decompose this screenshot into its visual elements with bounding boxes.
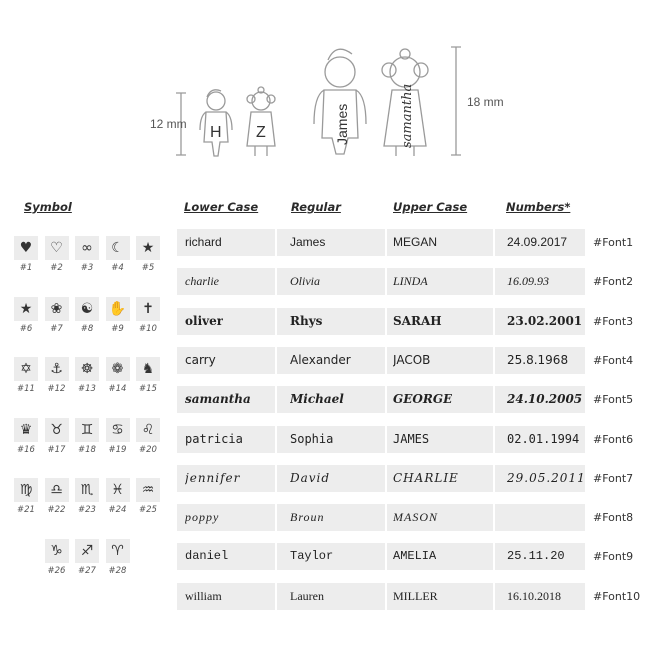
font-sample-upper: MEGAN (393, 235, 438, 249)
header-regular: Regular (291, 200, 341, 214)
large-name-james: James (334, 103, 350, 145)
font-sample-lower: samantha (185, 392, 251, 407)
symbol-item (136, 297, 160, 335)
moon-icon: ☾ (106, 236, 130, 260)
font-sample-regular: Alexander (290, 352, 351, 367)
font-row (177, 268, 585, 295)
cell-divider (275, 543, 277, 570)
symbol-item (106, 478, 130, 516)
gemini-icon: ♊ (75, 418, 99, 442)
cell-divider (493, 268, 495, 295)
cell-divider (493, 426, 495, 453)
font-sample-regular: Olivia (290, 274, 320, 289)
star-icon: ★ (136, 236, 160, 260)
cell-divider (493, 386, 495, 413)
symbol-number: #26 (47, 565, 66, 576)
star-of-david-icon: ✡ (14, 357, 38, 381)
cell-divider (493, 347, 495, 374)
cell-divider (493, 583, 495, 610)
font-row (177, 308, 585, 335)
cell-divider (385, 504, 387, 531)
header-symbol: Symbol (24, 200, 72, 214)
cancer-icon: ♋ (106, 418, 130, 442)
symbol-number: #12 (47, 384, 66, 394)
symbol-item (106, 418, 130, 456)
symbol-item (75, 539, 99, 577)
font-sample-upper: SARAH (393, 313, 442, 328)
font-sample-upper: AMELIA (393, 549, 437, 564)
symbol-number: #25 (139, 505, 157, 515)
aquarius-icon: ♒ (136, 478, 160, 502)
cell-divider (385, 386, 387, 413)
star-small-icon: ★ (14, 297, 38, 321)
font-sample-upper: CHARLIE (393, 470, 459, 485)
symbol-item (14, 478, 38, 516)
cell-divider (275, 465, 277, 492)
yin-yang-icon: ☯ (75, 297, 99, 321)
cell-divider (275, 504, 277, 531)
libra-icon: ♎ (45, 478, 69, 502)
infinity-icon: ∞ (75, 236, 99, 260)
font-sample-regular: David (290, 470, 331, 485)
font-sample-lower: jennifer (185, 470, 241, 485)
cell-divider (385, 229, 387, 256)
font-row (177, 465, 585, 492)
symbol-item (14, 357, 38, 395)
cell-divider (275, 426, 277, 453)
font-sample-numbers: 24.10.2005 (507, 392, 583, 407)
symbol-item (14, 297, 38, 335)
font-sample-regular: Michael (290, 392, 344, 407)
font-tag: #Font4 (593, 353, 634, 367)
capricorn-icon: ♑ (45, 539, 69, 563)
symbol-item (106, 539, 130, 577)
cell-divider (385, 465, 387, 492)
header-numbers: Numbers* (506, 200, 571, 214)
font-sample-upper: GEORGE (393, 392, 453, 407)
cross-icon: ✝ (136, 297, 160, 321)
symbol-number: #9 (111, 323, 124, 334)
cell-divider (275, 386, 277, 413)
symbol-item (45, 539, 69, 577)
font-sample-upper: LINDA (393, 274, 428, 289)
symbol-item (75, 418, 99, 456)
symbol-number: #14 (108, 384, 127, 394)
symbol-item (45, 236, 69, 274)
font-tag: #Font2 (593, 275, 634, 289)
symbol-item (14, 236, 38, 274)
symbol-number: #8 (80, 323, 94, 334)
font-tag: #Font7 (593, 471, 634, 485)
symbol-number: #13 (78, 384, 96, 394)
heart-icon: ♥ (14, 236, 38, 260)
cat-icon: ♛ (14, 418, 38, 442)
font-sample-numbers: 23.02.2001 (507, 313, 583, 328)
small-letter-z: Z (256, 124, 266, 141)
leo-icon: ♌ (136, 418, 160, 442)
cell-divider (385, 347, 387, 374)
symbol-item (136, 478, 160, 516)
cell-divider (493, 308, 495, 335)
symbol-number: #17 (47, 444, 66, 455)
symbol-item (45, 297, 69, 335)
symbol-number: #5 (141, 263, 155, 273)
symbol-number: #2 (50, 263, 63, 273)
symbol-number: #10 (139, 323, 157, 334)
sagittarius-icon: ♐ (75, 539, 99, 563)
font-row (177, 386, 585, 413)
symbol-number: #4 (111, 263, 124, 273)
font-sample-lower: carry (185, 352, 216, 367)
cell-divider (493, 229, 495, 256)
symbol-item (106, 236, 130, 274)
font-sample-numbers: 29.05.2011 (507, 470, 586, 485)
font-sample-lower: patricia (185, 431, 243, 446)
font-tag: #Font6 (593, 432, 634, 446)
cell-divider (493, 465, 495, 492)
font-sample-regular: Taylor (290, 549, 334, 564)
font-row (177, 426, 585, 453)
paw-icon: ❀ (45, 297, 69, 321)
small-boy-figure (200, 90, 232, 156)
symbol-grid (14, 236, 164, 596)
symbol-item (75, 236, 99, 274)
cell-divider (275, 308, 277, 335)
symbol-number: #20 (139, 444, 157, 455)
font-sample-numbers: 16.09.93 (507, 274, 549, 289)
symbol-item (75, 357, 99, 395)
cell-divider (275, 268, 277, 295)
symbol-item (106, 297, 130, 335)
font-sample-regular: James (290, 235, 326, 249)
symbol-number: #1 (19, 263, 33, 273)
symbol-item (45, 478, 69, 516)
symbol-number: #27 (78, 565, 96, 576)
symbol-number: #6 (19, 323, 33, 334)
symbol-item (136, 236, 160, 274)
dog-icon: ♞ (136, 357, 160, 381)
symbol-item (136, 357, 160, 395)
font-row (177, 347, 585, 374)
symbol-number: #24 (108, 505, 127, 515)
symbol-item (45, 418, 69, 456)
symbol-number: #16 (17, 444, 35, 455)
font-row (177, 583, 585, 610)
symbol-number: #23 (78, 505, 96, 515)
cell-divider (385, 543, 387, 570)
symbol-number: #3 (80, 263, 94, 273)
symbol-item (45, 357, 69, 395)
font-tag: #Font8 (593, 511, 634, 525)
lotus-icon: ❁ (106, 357, 130, 381)
cell-divider (385, 583, 387, 610)
large-size-marker (451, 47, 461, 155)
scorpio-icon: ♏ (75, 478, 99, 502)
header-lower-case: Lower Case (184, 200, 259, 214)
large-height-label: 18 mm (467, 95, 504, 109)
cell-divider (493, 504, 495, 531)
font-sample-numbers: 16.10.2018 (507, 588, 561, 603)
symbol-number: #11 (17, 384, 35, 394)
font-sample-numbers: 24.09.2017 (507, 235, 568, 249)
symbol-number: #7 (50, 323, 63, 334)
font-row (177, 229, 585, 256)
pendant-figures-illustration (0, 0, 645, 170)
cell-divider (493, 543, 495, 570)
font-sample-lower: daniel (185, 549, 229, 564)
symbol-number: #28 (108, 565, 127, 576)
font-tag: #Font1 (593, 236, 634, 249)
font-sample-lower: poppy (185, 510, 220, 525)
symbol-number: #15 (139, 384, 157, 394)
cell-divider (385, 308, 387, 335)
font-sample-regular: Rhys (290, 313, 323, 328)
font-sample-upper: MASON (393, 510, 438, 525)
symbol-item (75, 297, 99, 335)
heart-outline-icon: ♡ (45, 236, 69, 260)
cell-divider (275, 229, 277, 256)
font-sample-lower: richard (185, 235, 222, 249)
pisces-icon: ♓ (106, 478, 130, 502)
font-tag: #Font9 (593, 550, 634, 564)
font-sample-lower: charlie (185, 274, 219, 289)
font-sample-upper: JACOB (393, 352, 431, 367)
taurus-icon: ♉ (45, 418, 69, 442)
font-sample-regular: Lauren (290, 588, 324, 603)
symbol-number: #22 (47, 505, 66, 515)
virgo-icon: ♍ (14, 478, 38, 502)
symbol-item (106, 357, 130, 395)
symbol-number: #18 (78, 444, 96, 455)
font-sample-regular: Sophia (290, 431, 334, 446)
cell-divider (385, 268, 387, 295)
font-row (177, 504, 585, 531)
symbol-number: #19 (108, 444, 127, 455)
symbol-number: #21 (17, 505, 35, 515)
small-girl-figure (247, 87, 275, 156)
font-sample-lower: oliver (185, 313, 224, 328)
font-sample-numbers: 25.8.1968 (507, 352, 569, 367)
font-sample-regular: Broun (290, 510, 325, 525)
symbol-item (14, 418, 38, 456)
small-letter-h: H (210, 124, 222, 141)
symbol-item (136, 418, 160, 456)
font-sample-upper: MILLER (393, 588, 438, 603)
font-sample-lower: william (185, 588, 222, 603)
hamsa-icon: ✋ (106, 297, 130, 321)
font-row (177, 543, 585, 570)
symbol-item (75, 478, 99, 516)
header-upper-case: Upper Case (393, 200, 468, 214)
cell-divider (385, 426, 387, 453)
cell-divider (275, 347, 277, 374)
large-name-samantha: samantha (400, 83, 415, 148)
aries-icon: ♈ (106, 539, 130, 563)
font-tag: #Font5 (593, 393, 634, 407)
font-sample-numbers: 02.01.1994 (507, 431, 580, 446)
font-tag: #Font10 (593, 589, 641, 603)
small-height-label: 12 mm (150, 117, 187, 131)
font-tag: #Font3 (593, 314, 634, 328)
anchor-icon: ⚓ (45, 357, 69, 381)
font-sample-upper: JAMES (393, 431, 430, 446)
helm-icon: ☸ (75, 357, 99, 381)
cell-divider (275, 583, 277, 610)
font-sample-numbers: 25.11.20 (507, 549, 565, 564)
